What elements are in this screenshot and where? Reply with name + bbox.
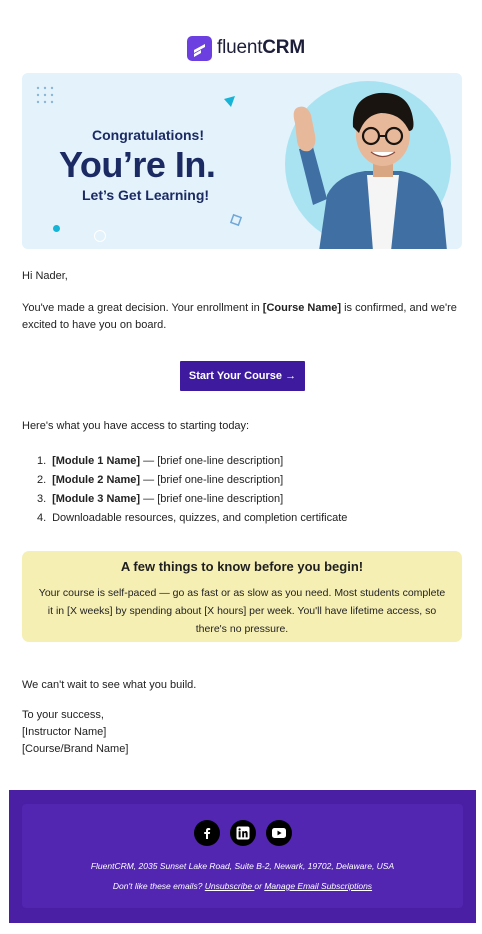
brand-name: fluentCRM — [217, 37, 305, 58]
social-links — [22, 820, 463, 846]
footer-panel — [22, 804, 463, 908]
access-heading: Here's what you have access to starting today: — [22, 420, 250, 432]
start-course-button[interactable]: Start Your Course → — [180, 361, 305, 391]
unsubscribe-link[interactable]: Unsubscribe — [204, 881, 255, 891]
notice-box — [22, 551, 462, 642]
list-item: 3. [Module 3 Name] — [brief one-line description] — [37, 493, 284, 505]
intro-paragraph: You've made a great decision. Your enrollment in [Course Name] is confirmed, and we're excited to have you on board. — [22, 302, 457, 331]
waving-student-illustration — [269, 79, 449, 249]
youtube-icon[interactable] — [266, 820, 292, 846]
hero-subtitle: Let’s Get Learning! — [82, 187, 210, 203]
brand-logo — [187, 35, 305, 61]
dot-decoration — [53, 225, 60, 232]
linkedin-icon[interactable] — [230, 820, 256, 846]
list-item: 2. [Module 2 Name] — [brief one-line description] — [37, 474, 284, 486]
square-decoration — [229, 213, 243, 227]
list-item: 1. [Module 1 Name] — [brief one-line description] — [37, 455, 284, 467]
notice-title: A few things to know before you begin! — [120, 559, 364, 574]
footer-address: FluentCRM, 2035 Sunset Lake Road, Suite B-2, Newark, 19702, Delaware, USA — [90, 861, 395, 871]
ring-decoration — [94, 230, 106, 242]
hero-congrats-text: Congratulations! — [92, 127, 204, 143]
triangle-decoration — [223, 96, 236, 108]
hero-title: You’re In. — [59, 144, 216, 185]
facebook-icon[interactable] — [194, 820, 220, 846]
fluentcrm-logo-icon — [187, 36, 212, 61]
signoff: To your success, [Instructor Name] [Course/Brand Name] — [22, 709, 129, 755]
hero-banner — [22, 73, 462, 249]
list-item: 4. Downloadable resources, quizzes, and completion certificate — [37, 512, 348, 524]
closing-text: We can't wait to see what you build. — [22, 679, 197, 691]
module-list — [37, 452, 347, 528]
email-footer — [9, 790, 476, 923]
footer-links: Don't like these emails? Unsubscribe or Manage Email Subscriptions — [112, 881, 373, 891]
manage-subscriptions-link[interactable]: Manage Email Subscriptions — [264, 881, 373, 891]
notice-body: Your course is self-paced — go as fast or as slow as you need. Most students complete it in [X weeks] by spending about [X hours] per week. You'll have lifetime access, so there's no pressure. — [38, 587, 446, 635]
dot-grid-decoration — [36, 86, 56, 106]
greeting-text: Hi Nader, — [22, 270, 68, 282]
